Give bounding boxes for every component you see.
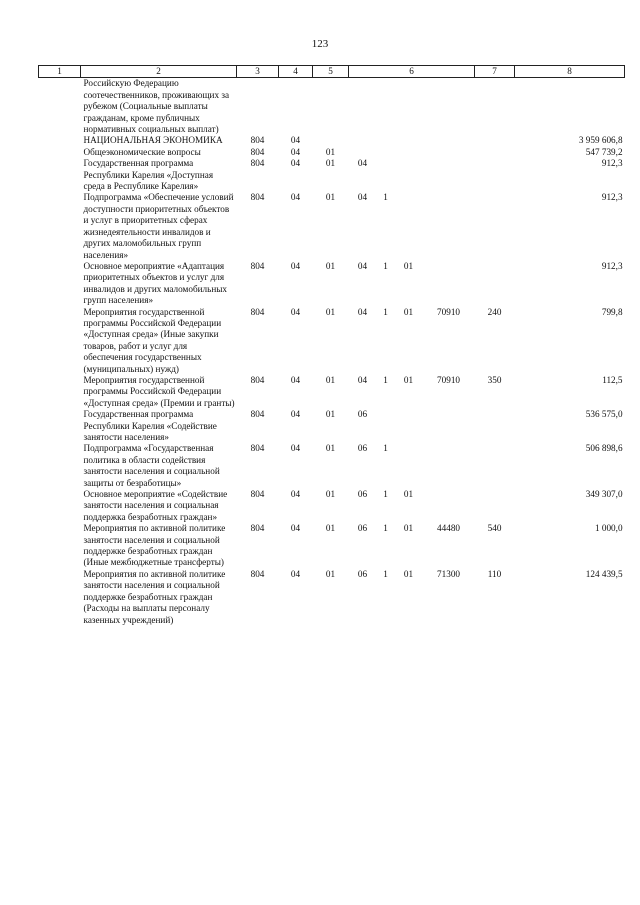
cell-name: Основное мероприятие «Адаптация приоритетных объектов и услуг для инвалидов и других маломобильных групп населения»	[83, 260, 228, 306]
cell-col1	[39, 443, 81, 489]
cell-col8: 912,3	[601, 158, 623, 169]
cell-col7	[475, 261, 515, 307]
cell-program: 04	[357, 260, 368, 271]
cell-program: 06	[357, 489, 368, 500]
cell-col1	[39, 489, 81, 523]
cell-direction	[423, 443, 475, 489]
cell-col5: 01	[325, 568, 336, 579]
cell-col4: 04	[290, 158, 301, 169]
cell-direction: 70910	[437, 374, 460, 385]
cell-subprogram	[377, 135, 395, 146]
cell-col7	[475, 192, 515, 260]
cell-col7	[475, 409, 515, 443]
table-row	[39, 523, 625, 569]
cell-name: Мероприятия государственной программы Российской Федерации «Доступная среда» (Иные закупки товаров, работ и услуг для обеспечения государственных (муниципальных) нужд)	[83, 306, 222, 374]
cell-col7	[475, 443, 515, 489]
cell-name: Общеэкономические вопросы	[83, 146, 201, 157]
cell-subprogram: 1	[383, 489, 388, 500]
cell-name: Основное мероприятие «Содействие занятости населения и социальная поддержка безработных граждан»	[83, 489, 228, 522]
cell-col4: 04	[290, 523, 301, 534]
cell-col1	[39, 78, 81, 136]
column-header-1: 1	[39, 66, 81, 78]
cell-col1	[39, 261, 81, 307]
cell-activity	[395, 135, 423, 146]
cell-program: 06	[357, 443, 368, 454]
cell-direction: 71300	[437, 568, 460, 579]
table-row	[39, 158, 625, 192]
cell-name: Мероприятия по активной политике занятости населения и социальной поддержке безработных граждан (Иные межбюджетные трансферты)	[83, 523, 226, 568]
cell-program: 06	[357, 409, 368, 420]
cell-col4: 04	[290, 409, 301, 420]
cell-program: 06	[357, 523, 368, 534]
table-row	[39, 192, 625, 260]
cell-program: 04	[357, 158, 368, 169]
cell-subprogram: 1	[383, 192, 388, 203]
cell-subprogram	[377, 409, 395, 443]
cell-col1	[39, 307, 81, 375]
table-row	[39, 443, 625, 489]
cell-col5: 01	[325, 374, 336, 385]
cell-col3: 804	[250, 306, 265, 317]
cell-col4: 04	[290, 260, 301, 271]
cell-program: 06	[357, 568, 368, 579]
cell-activity	[395, 192, 423, 260]
cell-activity	[395, 158, 423, 192]
cell-col8: 506 898,6	[585, 443, 623, 454]
cell-col3: 804	[250, 192, 265, 203]
cell-col8: 547 739,2	[585, 146, 623, 157]
cell-program	[349, 147, 377, 158]
cell-subprogram	[377, 158, 395, 192]
cell-col4: 04	[290, 443, 301, 454]
cell-col5	[313, 135, 349, 146]
cell-col7	[475, 135, 515, 146]
cell-activity: 01	[403, 374, 414, 385]
cell-col5: 01	[325, 306, 336, 317]
cell-col5	[313, 78, 349, 136]
cell-col4: 04	[290, 568, 301, 579]
cell-subprogram: 1	[383, 260, 388, 271]
cell-col4: 04	[290, 489, 301, 500]
cell-col1	[39, 523, 81, 569]
cell-program: 04	[357, 192, 368, 203]
cell-activity	[395, 443, 423, 489]
cell-col1	[39, 135, 81, 146]
cell-activity: 01	[403, 306, 414, 317]
cell-col1	[39, 569, 81, 626]
cell-col4: 04	[290, 192, 301, 203]
table-row	[39, 147, 625, 158]
cell-direction	[423, 78, 475, 136]
cell-activity: 01	[403, 489, 414, 500]
cell-col8: 3 959 606,8	[578, 135, 623, 146]
table-row	[39, 135, 625, 146]
cell-direction	[423, 147, 475, 158]
cell-col1	[39, 158, 81, 192]
cell-col5: 01	[325, 409, 336, 420]
cell-col5: 01	[325, 443, 336, 454]
table-row	[39, 489, 625, 523]
cell-activity: 01	[403, 568, 414, 579]
cell-direction: 70910	[437, 306, 460, 317]
cell-col7	[475, 489, 515, 523]
cell-col8: 1 000,0	[594, 523, 623, 534]
cell-program: 04	[357, 306, 368, 317]
column-header-2: 2	[81, 66, 237, 78]
cell-subprogram: 1	[383, 523, 388, 534]
cell-direction	[423, 261, 475, 307]
cell-program: 04	[357, 374, 368, 385]
column-header-8: 8	[515, 66, 625, 78]
cell-col7	[475, 78, 515, 136]
cell-col5: 01	[325, 158, 336, 169]
cell-col8: 799,8	[601, 306, 623, 317]
cell-col3: 804	[250, 374, 265, 385]
cell-col8: 912,3	[601, 192, 623, 203]
cell-activity	[395, 409, 423, 443]
cell-col1	[39, 375, 81, 409]
cell-subprogram	[377, 78, 395, 136]
table-row	[39, 78, 625, 136]
table-row	[39, 375, 625, 409]
table-row	[39, 569, 625, 626]
cell-name: Подпрограмма «Государственная политика в области содействия занятости населения и социальной защиты от безработицы»	[83, 443, 220, 488]
column-header-3: 3	[237, 66, 279, 78]
cell-col1	[39, 192, 81, 260]
cell-col3: 804	[250, 409, 265, 420]
table-row	[39, 409, 625, 443]
cell-col4: 04	[290, 135, 301, 146]
cell-col3: 804	[250, 523, 265, 534]
cell-col8: 536 575,0	[585, 409, 623, 420]
cell-col4: 04	[290, 374, 301, 385]
cell-subprogram: 1	[383, 306, 388, 317]
cell-col7	[475, 158, 515, 192]
cell-col3: 804	[250, 489, 265, 500]
cell-subprogram: 1	[383, 374, 388, 385]
cell-col5: 01	[325, 146, 336, 157]
column-header-6: 6	[349, 66, 475, 78]
cell-subprogram	[377, 147, 395, 158]
cell-activity	[395, 147, 423, 158]
cell-program	[349, 78, 377, 136]
table-body	[39, 78, 625, 626]
page-number: 123	[311, 38, 329, 50]
cell-name: Государственная программа Республики Карелия «Доступная среда в Республике Карелия»	[83, 158, 214, 192]
cell-activity: 01	[403, 523, 414, 534]
cell-col4: 04	[290, 146, 301, 157]
cell-direction	[423, 192, 475, 260]
cell-col8: 912,3	[601, 260, 623, 271]
cell-program	[349, 135, 377, 146]
table-row	[39, 307, 625, 375]
cell-col7: 540	[487, 523, 502, 534]
cell-name: Российскую Федерацию соотечественников, проживающих за рубежом (Социальные выплаты гражданам, кроме публичных нормативных социальных выплат)	[83, 78, 230, 135]
column-header-7: 7	[475, 66, 515, 78]
column-header-5: 5	[313, 66, 349, 78]
cell-direction	[423, 135, 475, 146]
cell-col5: 01	[325, 192, 336, 203]
budget-table	[38, 65, 625, 626]
cell-col1	[39, 409, 81, 443]
cell-activity	[395, 78, 423, 136]
cell-col3: 804	[250, 443, 265, 454]
cell-col7: 110	[487, 568, 502, 579]
cell-direction	[423, 409, 475, 443]
cell-subprogram: 1	[383, 443, 388, 454]
cell-col3: 804	[250, 158, 265, 169]
cell-col5: 01	[325, 523, 336, 534]
cell-col3: 804	[250, 146, 265, 157]
cell-col7: 350	[487, 374, 502, 385]
cell-direction: 44480	[437, 523, 460, 534]
cell-col4: 04	[290, 306, 301, 317]
cell-name: Подпрограмма «Обеспечение условий доступности приоритетных объектов и услуг в приоритетных сферах жизнедеятельности инвалидов и других маломобильных групп населения»	[83, 192, 234, 260]
table-row	[39, 261, 625, 307]
cell-activity: 01	[403, 260, 414, 271]
cell-col8	[515, 78, 625, 136]
column-header-row	[39, 66, 625, 78]
cell-col4	[279, 78, 313, 136]
cell-name: Мероприятия государственной программы Российской Федерации «Доступная среда» (Премии и гранты)	[83, 374, 235, 408]
cell-col3: 804	[250, 568, 265, 579]
cell-col3: 804	[250, 260, 265, 271]
cell-subprogram: 1	[383, 568, 388, 579]
cell-col3	[237, 78, 279, 136]
column-header-4: 4	[279, 66, 313, 78]
cell-col7	[475, 147, 515, 158]
cell-col1	[39, 147, 81, 158]
cell-col8: 349 307,0	[585, 489, 623, 500]
cell-col5: 01	[325, 489, 336, 500]
cell-col8: 124 439,5	[585, 568, 623, 579]
cell-col8: 112,5	[602, 374, 623, 385]
cell-name: Мероприятия по активной политике занятости населения и социальной поддержке безработных граждан (Расходы на выплаты персоналу казенных учреждений)	[83, 568, 226, 625]
cell-name: НАЦИОНАЛЬНАЯ ЭКОНОМИКА	[83, 135, 223, 146]
cell-name: Государственная программа Республики Карелия «Содействие занятости населения»	[83, 409, 217, 442]
cell-col5: 01	[325, 260, 336, 271]
cell-direction	[423, 158, 475, 192]
cell-col7: 240	[487, 306, 502, 317]
cell-col3: 804	[250, 135, 265, 146]
cell-direction	[423, 489, 475, 523]
